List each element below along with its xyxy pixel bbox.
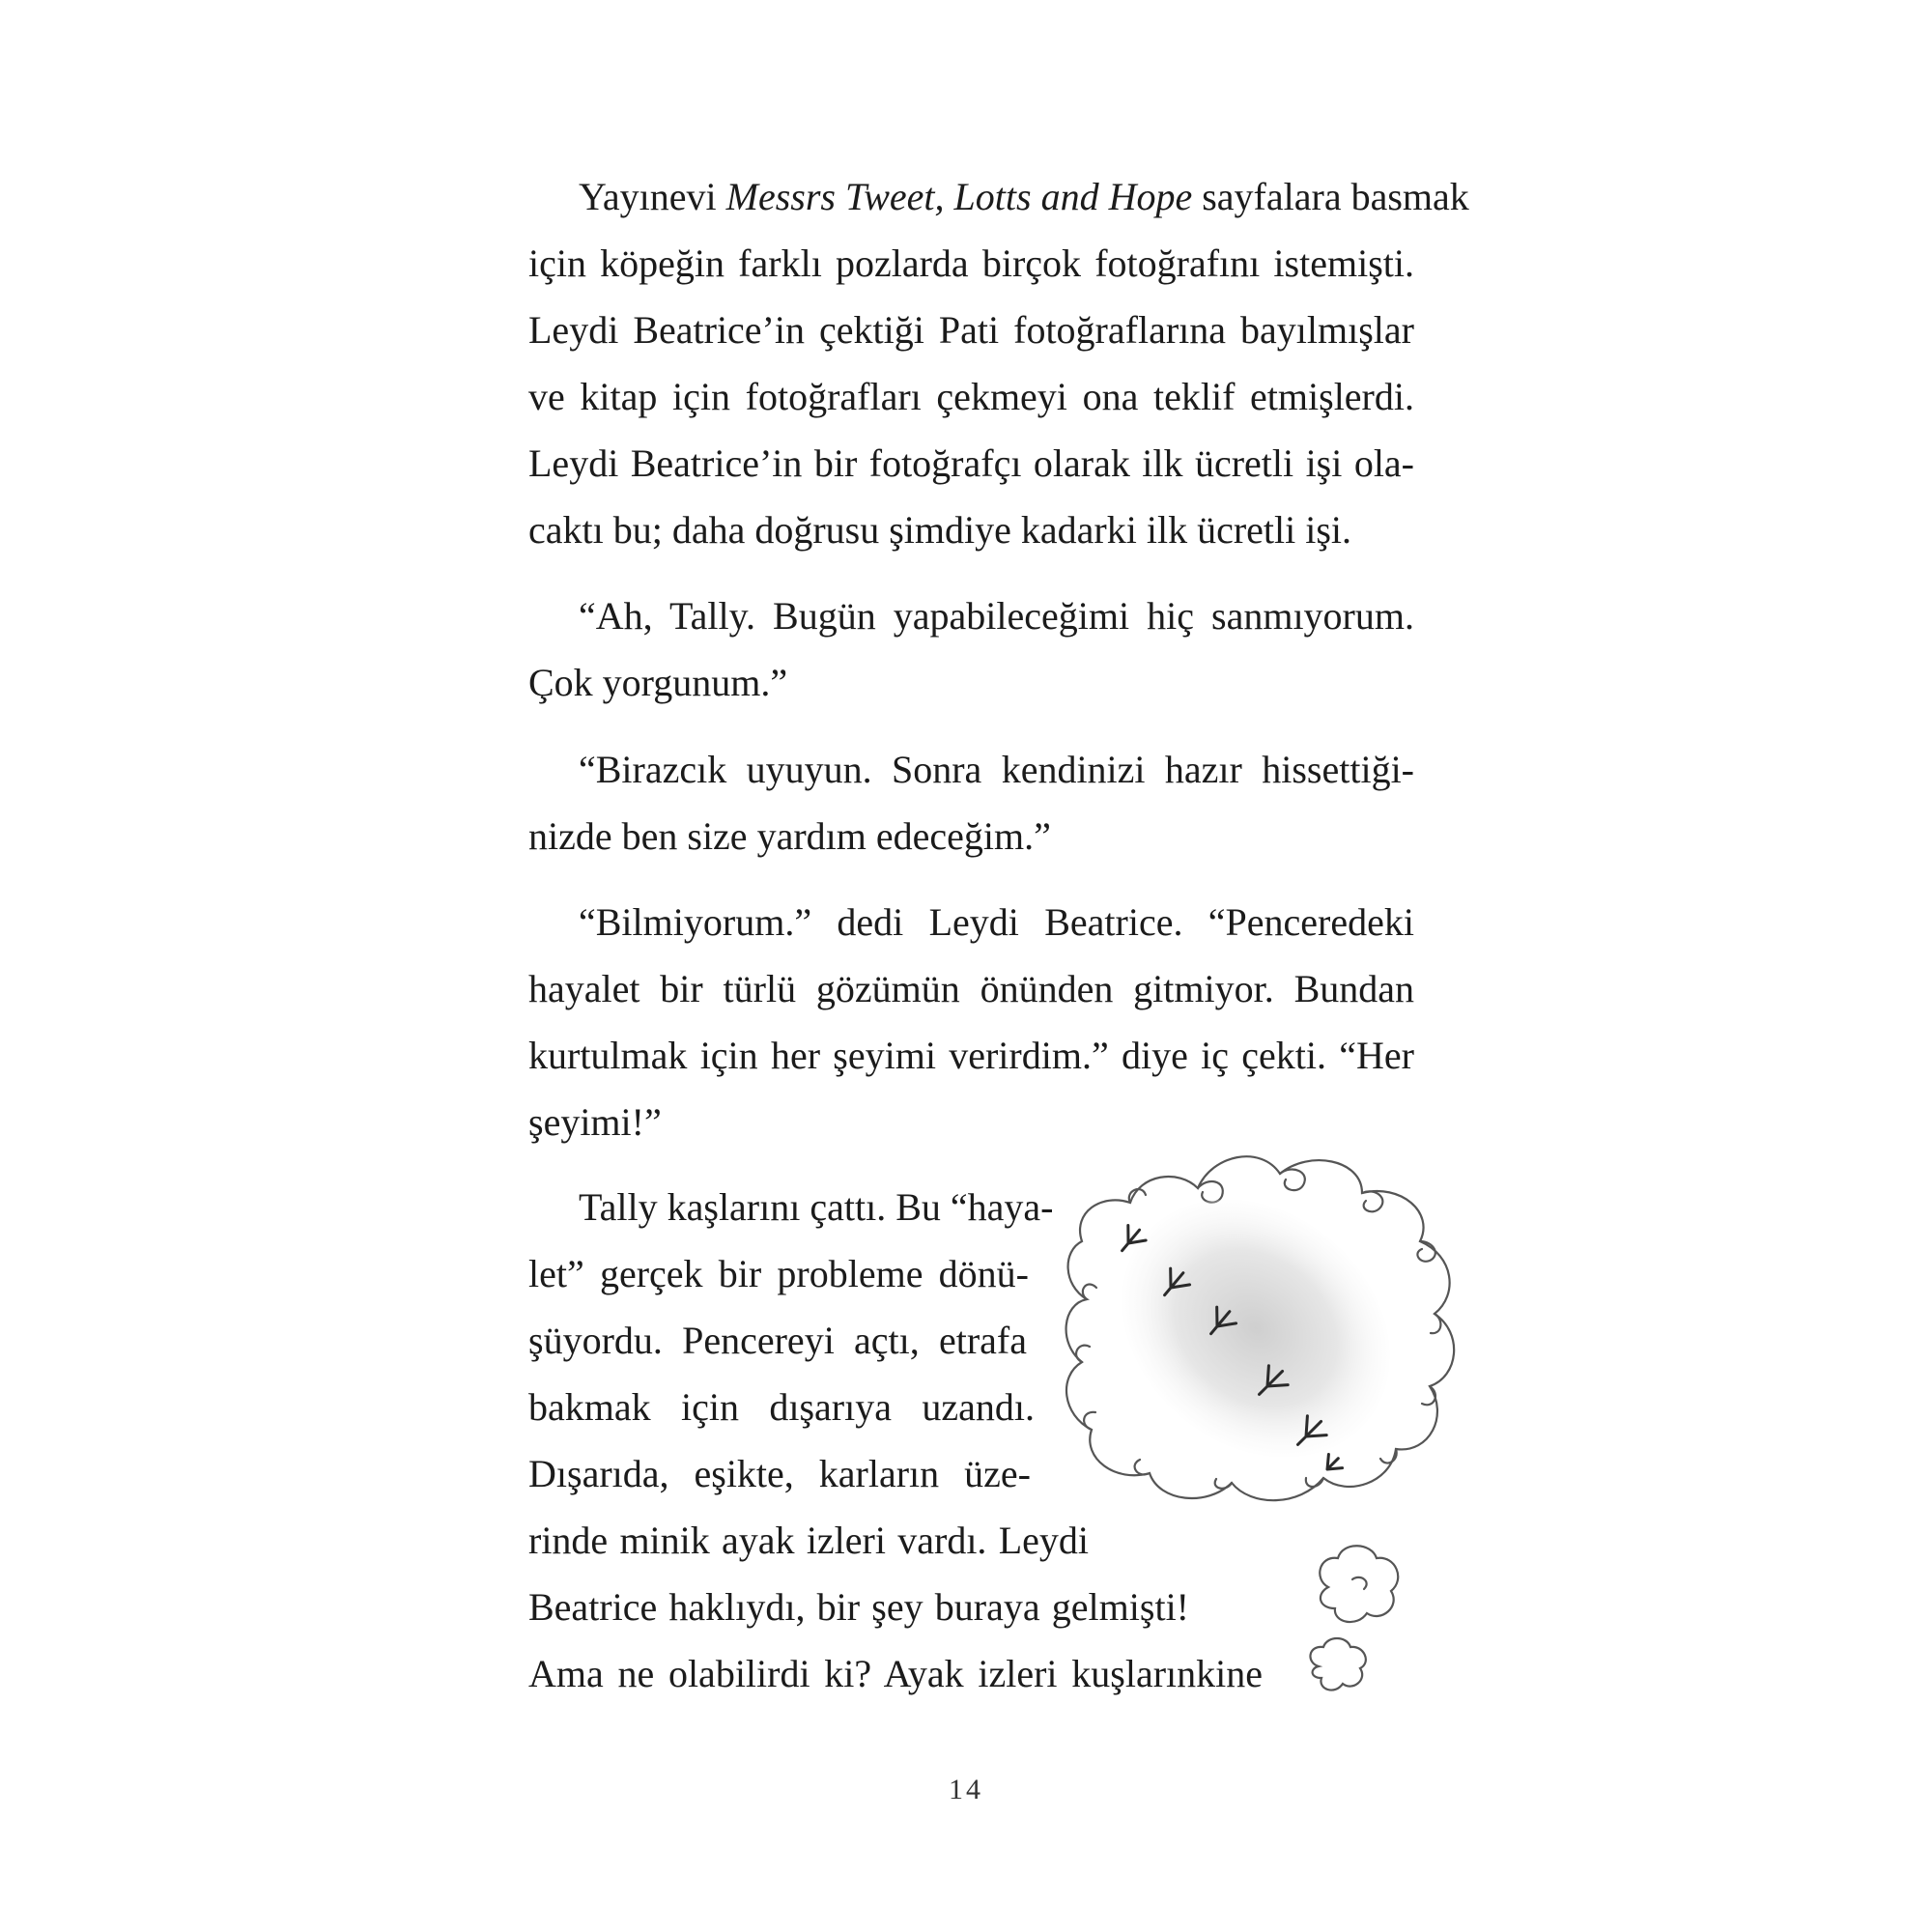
paragraph-line: Yayınevi Messrs Tweet, Lotts and Hope sayfalara basmak bbox=[579, 175, 1469, 218]
thought-bubble-icon bbox=[1053, 1125, 1478, 1744]
paragraph-line: Çok yorgunum.” bbox=[528, 661, 788, 704]
paragraph-line: bakmak için dışarıya uzandı. bbox=[528, 1385, 1035, 1429]
paragraph-line: hayalet bir türlü gözümün önünden gitmiyor. Bundan bbox=[528, 967, 1414, 1010]
paragraph-line: için köpeğin farklı pozlarda birçok fotoğrafını istemişti. bbox=[528, 242, 1414, 285]
page-number: 14 bbox=[949, 1774, 983, 1805]
paragraph-line: “Birazcık uyuyun. Sonra kendinizi hazır hissettiği- bbox=[579, 748, 1414, 791]
paragraph-line: rinde minik ayak izleri vardı. Leydi bbox=[528, 1519, 1089, 1562]
paragraph-line: Ama ne olabilirdi ki? Ayak izleri kuşlarınkine bbox=[528, 1652, 1263, 1695]
paragraph-line: let” gerçek bir probleme dönü- bbox=[528, 1252, 1029, 1295]
paragraph-line: şeyimi!” bbox=[528, 1100, 662, 1144]
paragraph-line: şüyordu. Pencereyi açtı, etrafa bbox=[528, 1319, 1027, 1362]
paragraph-line: “Ah, Tally. Bugün yapabileceğimi hiç sanmıyorum. bbox=[579, 594, 1414, 638]
paragraph-line: Beatrice haklıydı, bir şey buraya gelmişti! bbox=[528, 1585, 1189, 1629]
paragraph-line: nizde ben size yardım edeceğim.” bbox=[528, 814, 1051, 858]
paragraph-line: “Bilmiyorum.” dedi Leydi Beatrice. “Penceredeki bbox=[579, 900, 1414, 944]
paragraph-line: caktı bu; daha doğrusu şimdiye kadarki ilk ücretli işi. bbox=[528, 508, 1352, 552]
publisher-name: Messrs Tweet, Lotts and Hope bbox=[725, 175, 1193, 218]
paragraph-line: ve kitap için fotoğrafları çekmeyi ona teklif etmişlerdi. bbox=[528, 375, 1414, 418]
paragraph-line: Leydi Beatrice’in çektiği Pati fotoğraflarına bayılmışlar bbox=[528, 308, 1414, 352]
paragraph-line: kurtulmak için her şeyimi verirdim.” diye iç çekti. “Her bbox=[528, 1034, 1414, 1077]
paragraph-line: Tally kaşlarını çattı. Bu “haya- bbox=[579, 1185, 1054, 1229]
paragraph-line: Leydi Beatrice’in bir fotoğrafçı olarak ilk ücretli işi ola- bbox=[528, 441, 1414, 485]
paragraph-line: Dışarıda, eşikte, karların üze- bbox=[528, 1452, 1031, 1495]
